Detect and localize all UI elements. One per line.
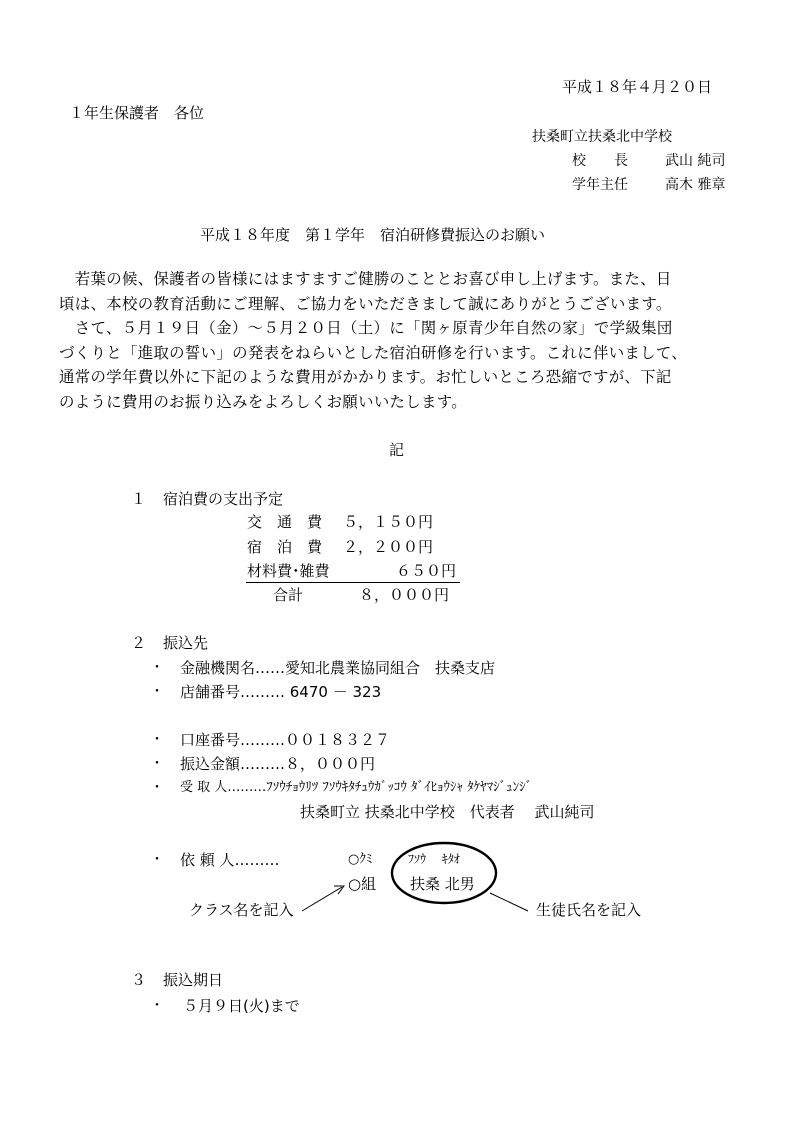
bullet: ・	[150, 684, 164, 700]
body-line: 若葉の候、保護者の皆様にはますますご健勝のこととお喜び申し上げます。また、日	[59, 270, 672, 288]
note-name: 生徒氏名を記入	[536, 901, 642, 919]
principal-name: 武山 純司	[665, 153, 726, 169]
bullet: ・	[150, 852, 164, 868]
recipient-kana: 受 取 人………ﾌｿｳﾁｮｳﾘﾂ ﾌｿｳｷﾀﾁｭｳｶﾞｯｺｳ ﾀﾞｲﾋｮｳｼｬ ﾀｹﾔﾏｼﾞｭﾝｼﾞ	[180, 780, 533, 795]
account-number: 口座番号………００１８３２７	[180, 731, 391, 749]
addressee: １年生保護者 各位	[69, 104, 205, 122]
document-date: 平成１８年４月２０日	[562, 78, 713, 96]
school-name: 扶桑町立扶桑北中学校	[532, 129, 672, 145]
section3-number: ３	[131, 971, 147, 989]
cost-total-label: 合計	[273, 586, 304, 604]
bullet: ・	[150, 998, 164, 1014]
grade-head-name: 高木 雅章	[665, 177, 726, 193]
cost-amount-materials: ６５０円	[396, 562, 457, 580]
section2-number: ２	[131, 634, 147, 652]
body-line: づくりと「進取の誓い」の発表をねらいとした宿泊研修を行います。これに伴いまして、	[59, 343, 688, 362]
section1-heading: 宿泊費の支出予定	[163, 490, 284, 508]
body-line: 通常の学年費以外に下記のような費用がかかります。お忙しいところ恐縮ですが、下記	[59, 368, 672, 386]
example-kana-name: ﾌｿｳ ｷﾀｵ	[408, 852, 460, 866]
cost-label-materials: 材料費･雑費	[247, 562, 330, 580]
bank-name: 金融機関名……愛知北農業協同組合 扶桑支店	[180, 659, 496, 677]
document-title: 平成１８年度 第１学年 宿泊研修費振込のお願い	[200, 226, 546, 244]
section1-number: １	[131, 490, 147, 508]
section3-heading: 振込期日	[163, 971, 224, 989]
class-arrow-line	[302, 887, 342, 911]
note-class: クラス名を記入	[189, 901, 294, 919]
cost-amount-transport: ５，１５０円	[343, 513, 434, 531]
bullet: ・	[150, 732, 164, 748]
bullet: ・	[150, 660, 164, 676]
cost-label-lodging: 宿 泊 費	[247, 538, 323, 556]
requester-label: 依 頼 人………	[180, 851, 280, 869]
branch-number: 店舗番号……… 6470 － 323	[180, 683, 382, 701]
name-pointer-line	[490, 893, 528, 911]
bullet: ・	[150, 780, 164, 796]
body-line: 頃は、本校の教育活動にご理解、ご協力をいただきまして誠にありがとうございます。	[59, 294, 672, 313]
body-line: のように費用のお振り込みをよろしくお願いいたします。	[59, 392, 468, 411]
name-circle	[392, 843, 496, 903]
ki-heading: 記	[389, 441, 405, 459]
body-line: さて、５月１９日（金）～５月２０日（土）に「関ヶ原青少年自然の家」で学級集団	[59, 319, 673, 337]
cost-total-amount: ８，０００円	[359, 586, 450, 604]
deadline: ５月９日(火)まで	[183, 997, 300, 1015]
grade-head-title: 学年主任	[572, 177, 628, 193]
section2-heading: 振込先	[163, 634, 209, 652]
example-name: 扶桑 北男	[410, 875, 475, 893]
recipient-kanji: 扶桑町立 扶桑北中学校 代表者 武山純司	[300, 803, 595, 821]
principal-title: 校 長	[572, 153, 628, 169]
example-kana-class: ○ｸﾐ	[348, 852, 373, 867]
bullet: ・	[150, 756, 164, 772]
cost-amount-lodging: ２，２００円	[343, 538, 434, 556]
cost-label-transport: 交 通 費	[247, 513, 323, 531]
class-arrow-head	[334, 886, 344, 894]
transfer-amount: 振込金額………８，０００円	[180, 755, 376, 773]
example-class: ○組	[348, 875, 377, 893]
